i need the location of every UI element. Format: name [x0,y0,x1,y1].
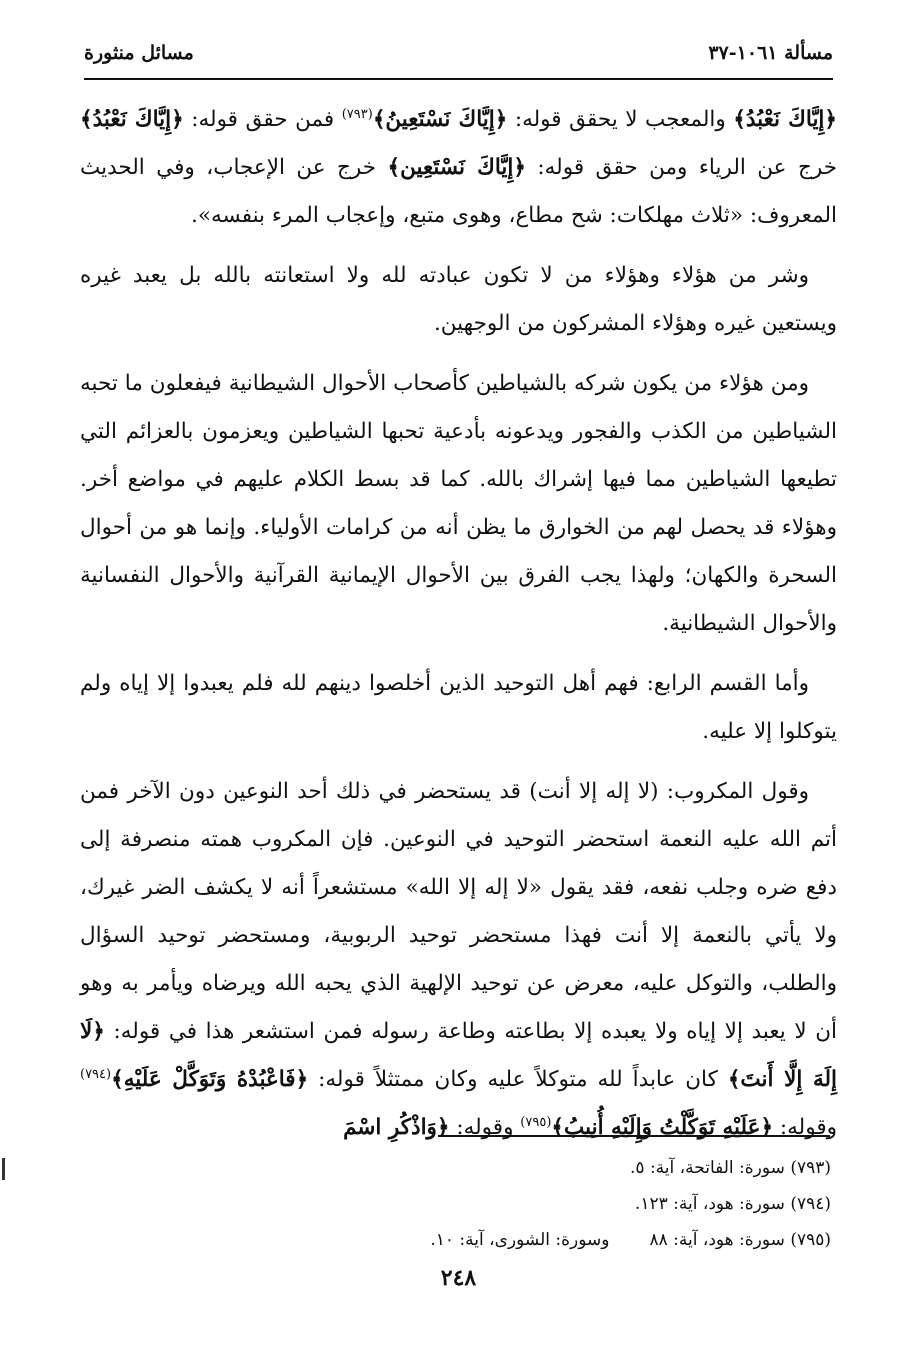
quran-verse: ﴿عَلَيْهِ تَوَكَّلْتُ وَإِلَيْهِ أُنِيبُ﴾ [551,1115,774,1140]
text-run: وقوله: [773,1115,837,1140]
text-run: كان عابداً لله متوكلاً عليه وكان ممتثلاً قوله: [308,1067,728,1092]
header-issue-number: مسألة ١٠٦١-٣٧ [708,42,833,64]
paragraph [80,660,837,756]
text-run: وقوله: [449,1115,521,1140]
text-run: ومن هؤلاء من يكون شركه بالشياطين كأصحاب الأحوال الشيطانية فيفعلون ما تحبه الشياطين من الكذب والفجور ويدعونه بأدعية تحبها الشياطين ويعزمون بالعزائم التي تطيعها الشياطين مما فيها إشراك بالله. كما قد بسط الكلام عليهم في مواضع أخر. وهؤلاء قد يحصل لهم من الخوارق ما يظن أنه من كرامات الأولياء. وإنما هو من أحوال السحرة والكهان؛ ولهذا يجب الفرق بين الأحوال الإيمانية القرآنية والأحوال النفسانية والأحوال الشيطانية. [80,371,837,636]
footnote-ref: (٧٩٥) [520,1114,552,1130]
quran-verse: ﴿إِيَّاكَ نَسْتَعِينُ﴾ [372,107,508,132]
paragraph [80,360,837,648]
text-run: وأما القسم الرابع: فهم أهل التوحيد الذين أخلصوا دينهم لله فلم يعبدوا إلا إياه ولم يتوكلوا إلا عليه. [80,671,837,744]
scan-edge-mark [2,1158,5,1180]
header-book-title: مسائل منثورة [84,42,194,64]
text-run: وشر من هؤلاء وهؤلاء من لا تكون عبادته لله ولا استعانته بالله بل يعبد غيره ويستعين غيره وهؤلاء المشركون من الوجهين. [80,263,837,336]
quran-verse: ﴿وَاذْكُرِ اسْمَ [343,1115,450,1140]
footnote: (٧٩٣) سورة: الفاتحة، آية: ٥. [630,1158,831,1178]
paragraph [80,96,837,240]
footnote: (٧٩٥) سورة: هود، آية: ٨٨وسورة: الشورى، آية: ١٠. [430,1230,831,1250]
running-header [84,38,833,80]
text-run: خرج عن الإعجاب، وفي الحديث المعروف: «ثلاث مهلكات: شح مطاع، وهوى متبع، وإعجاب المرء بنفسه». [80,155,837,228]
quran-verse: ﴿لَا إِلَهَ إِلَّا أَنتَ﴾ [80,1019,837,1092]
text-run: وقول المكروب: (لا إله إلا أنت) قد يستحضر في ذلك أحد النوعين دون الآخر فمن أتم الله عليه النعمة استحضر التوحيد في النوعين. فإن المكروب همته منصرفة إلى دفع ضره وجلب نفعه، فقد يقول «لا إله إلا الله» مستشعراً أنه لا يكشف الضر غيرك، ولا يأتي بالنعمة إلا أنت فهذا مستحضر توحيد الربوبية، ومستحضر توحيد السؤال والطلب، والتوكل عليه، معرض عن توحيد الإلهية الذي يحبه الله ويرضاه ويأمر به وهو أن لا يعبد إلا إياه ولا يعبده إلا بطاعته وطاعة رسوله فمن استشعر هذا في قوله: [80,779,837,1044]
text-run: فمن حقق قوله: [183,107,342,132]
footnotes [80,1150,831,1258]
quran-verse: ﴿إِيَّاكَ نَسْتَعِين﴾ [387,155,526,180]
text-run: والمعجب لا يحقق قوله: [507,107,734,132]
paragraph [80,768,837,1152]
paragraph [80,252,837,348]
text-run: خرج عن الرياء ومن حقق قوله: [525,155,837,180]
quran-verse: ﴿إِيَّاكَ نَعْبُدُ﴾ [733,107,837,132]
footnote-ref: (٧٩٤) [80,1066,112,1082]
footnote-ref: (٧٩٣) [341,106,373,122]
page-number: ٢٤٨ [440,1265,477,1291]
footnote: (٧٩٤) سورة: هود، آية: ١٢٣. [634,1194,831,1214]
quran-verse: ﴿إِيَّاكَ نَعْبُدُ﴾ [80,107,184,132]
quran-verse: ﴿فَاعْبُدْهُ وَتَوَكَّلْ عَلَيْهِ﴾ [111,1067,309,1092]
body-text [80,96,837,1152]
footnote-separator [438,1135,830,1137]
